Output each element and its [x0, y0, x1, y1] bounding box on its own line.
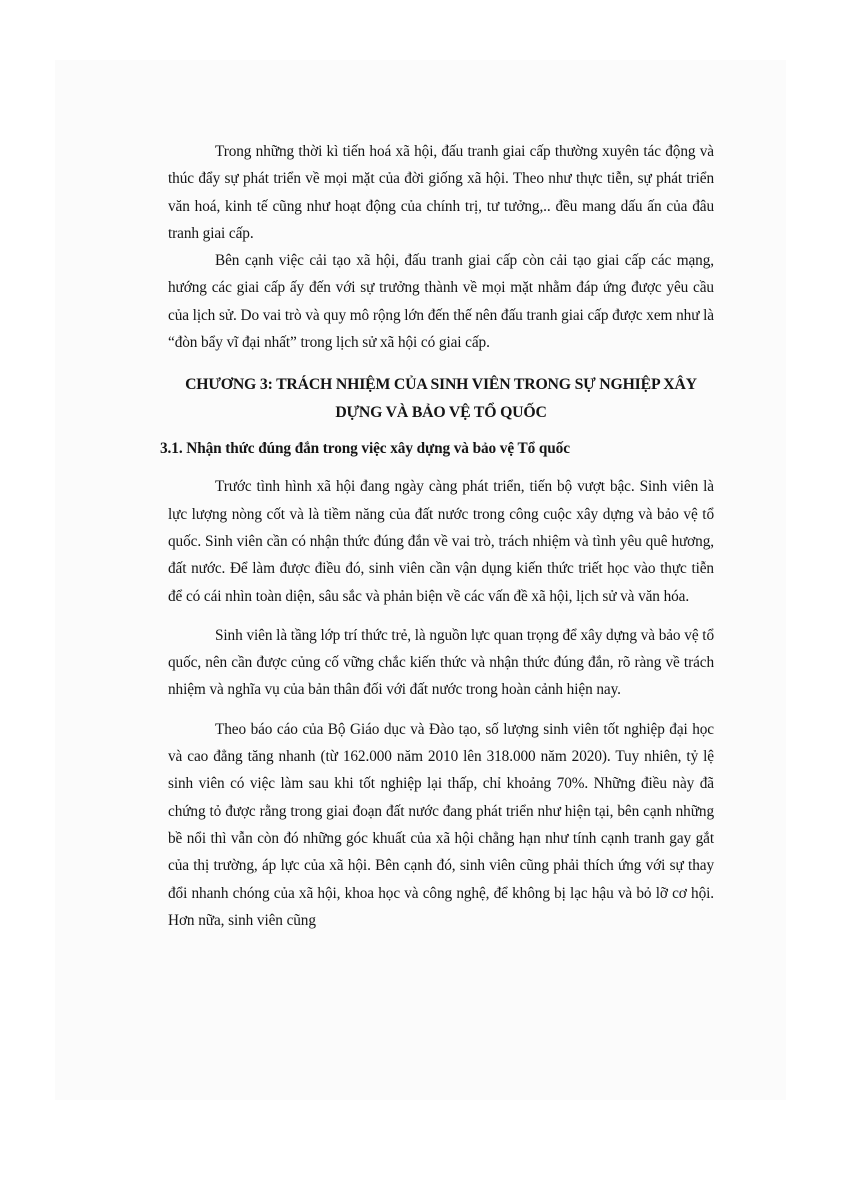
document-body	[160, 138, 714, 934]
section-heading: 3.1. Nhận thức đúng đắn trong việc xây dựng và bảo vệ Tổ quốc	[160, 440, 570, 458]
section-paragraph-1: Trước tình hình xã hội đang ngày càng phát triển, tiến bộ vượt bậc. Sinh viên là lực lượng nòng cốt và là tiềm năng của đất nước trong công cuộc xây dựng và bảo vệ tổ quốc. Sinh viên cần có nhận thức đúng đắn về vai trò, trách nhiệm và tình yêu quê hương, đất nước. Để làm được điều đó, sinh viên cần vận dụng kiến thức triết học vào thực tiễn để có cái nhìn toàn diện, sâu sắc và phản biện về các vấn đề xã hội, lịch sử và văn hóa.	[168, 478, 714, 605]
intro-paragraph-2: Bên cạnh việc cải tạo xã hội, đấu tranh giai cấp còn cải tạo giai cấp các mạng, hướng các giai cấp ấy đến với sự trưởng thành về mọi mặt nhằm đáp ứng được yêu cầu của lịch sử. Do vai trò và quy mô rộng lớn đến thế nên đấu tranh giai cấp được xem như là “đòn bẩy vĩ đại nhất” trong lịch sử xã hội có giai cấp.	[168, 252, 714, 352]
paragraph-spacer	[168, 704, 714, 716]
section-paragraph-2: Sinh viên là tầng lớp trí thức trẻ, là nguồn lực quan trọng để xây dựng và bảo vệ tổ quốc, nên cần được củng cố vững chắc kiến thức và nhận thức đúng đắn, rõ ràng về trách nhiệm và nghĩa vụ của bản thân đối với đất nước trong hoàn cảnh hiện nay.	[168, 626, 714, 699]
chapter-title: CHƯƠNG 3: TRÁCH NHIỆM CỦA SINH VIÊN TRONG SỰ NGHIỆP XÂY DỰNG VÀ BẢO VỆ TỔ QUỐC	[185, 376, 697, 422]
paragraph-spacer	[168, 610, 714, 622]
intro-paragraph-1: Trong những thời kì tiến hoá xã hội, đấu tranh giai cấp thường xuyên tác động và thúc đẩy sự phát triển về mọi mặt của đời giống xã hội. Theo như thực tiễn, sự phát triển văn hoá, kinh tế cũng như hoạt động của chính trị, tư tưởng,.. đều mang dấu ấn của đâu tranh giai cấp.	[168, 143, 714, 242]
section-paragraph-3: Theo báo cáo của Bộ Giáo dục và Đào tạo, số lượng sinh viên tốt nghiệp đại học và cao đẳng tăng nhanh (từ 162.000 năm 2010 lên 318.000 năm 2020). Tuy nhiên, tỷ lệ sinh viên có việc làm sau khi tốt nghiệp lại thấp, chỉ khoảng 70%. Những điều này đã chứng tỏ được rằng trong giai đoạn đất nước đang phát triển như hiện tại, bên cạnh những bề nổi thì vẫn còn đó những góc khuất của xã hội chẳng hạn như tính cạnh tranh gay gắt của thị trường, áp lực của xã hội. Bên cạnh đó, sinh viên cũng phải thích ứng với sự thay đổi nhanh chóng của xã hội, khoa học và công nghệ, để không bị lạc hậu và bỏ lỡ cơ hội. Hơn nữa, sinh viên cũng	[168, 720, 714, 929]
